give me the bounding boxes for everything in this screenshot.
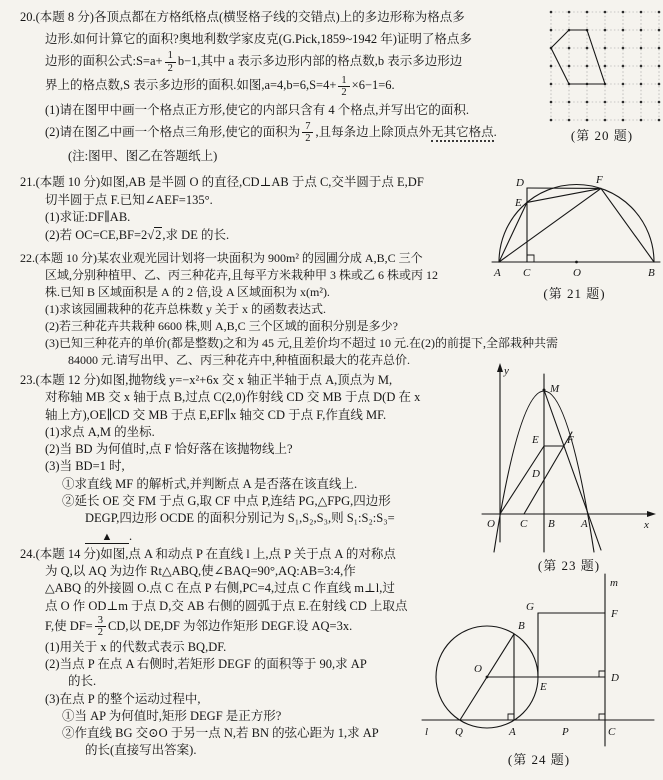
semicircle-arc [499, 185, 654, 263]
label-O: O [573, 267, 581, 279]
text-line: 轴上方),OE∥CD 交 MB 于点 E,EF∥x 轴交 CD 于点 F,作直线 MF. [45, 407, 387, 422]
semicircle-figure [486, 170, 663, 282]
figure-caption: (第 23 题) [537, 558, 601, 573]
text-line: 21.(本题 10 分)如图,AB 是半圆 O 的直径,CD⊥AB 于点 C,交半圆于点 E,DF [20, 175, 424, 189]
label-m: m [610, 577, 618, 589]
text-line: 的长. [68, 674, 97, 689]
text-line [45, 227, 482, 245]
chord-FB [601, 188, 654, 262]
lattice-figure [543, 6, 661, 124]
chord-EF [527, 188, 601, 202]
center-point-O [575, 261, 578, 264]
geometry-lines [422, 574, 654, 746]
text-segment: 界上的格点数,S 表示多边形的面积.如图,a=4,b=6,S=4+ [45, 78, 337, 93]
text-segment: . [493, 124, 497, 139]
text-line: (1)求点 A,M 的坐标. [45, 424, 155, 439]
text-line: (2)当 BD 为何值时,点 F 恰好落在该抛物线上? [45, 442, 293, 457]
text-line: ①当 AP 为何值时,矩形 DEGF 是正方形? [62, 708, 282, 723]
fraction-numerator: 1 [165, 50, 176, 63]
chord-AE [499, 202, 527, 262]
text-segment: CD,以 DE,DF 为邻边作矩形 DEGF.设 AQ=3x. [107, 618, 353, 633]
figure-q21-semicircle [486, 170, 663, 302]
text-line: 为 Q,以 AQ 为边作 Rt△ABQ,使∠BAQ=90°,AQ:AB=3:4,作 [45, 564, 356, 579]
fraction [302, 121, 313, 145]
text-line: (1)求证:DF∥AB. [45, 210, 131, 224]
fraction-denominator: 2 [167, 62, 173, 74]
text-line: 对称轴 MB 交 x 轴于点 B,过点 C(2,0)作射线 CD 交 MB 于点 D(D 在 x [45, 390, 421, 405]
label-B: B [648, 267, 655, 279]
label-O: O [487, 518, 495, 530]
text-line: 切半圆于点 F.已知∠AEF=135°. [45, 192, 213, 207]
x-axis-arrow [647, 511, 656, 517]
text-line: (1)求该园圃栽种的花卉总株数 y 关于 x 的函数表达式. [45, 302, 326, 316]
axes [482, 363, 656, 542]
fraction-numerator: 7 [302, 121, 313, 134]
label-M: M [550, 383, 560, 395]
answer-blank-triangle: ▲ [85, 532, 129, 544]
fraction-numerator: 3 [95, 615, 106, 628]
text-segment: 边形的面积公式:S=a+ [45, 54, 163, 68]
figure-q24-circle-construction [420, 568, 658, 768]
figure-caption: (第 24 题) [507, 752, 571, 767]
y-axis-arrow [497, 363, 503, 372]
text-line [85, 528, 478, 545]
right-angle-mark-C [527, 255, 534, 262]
figure-caption: (第 20 题) [570, 128, 634, 143]
point-labels [487, 365, 649, 531]
text-line: (注:图甲、图乙在答题纸上) [68, 148, 218, 163]
label-E: E [540, 681, 547, 693]
label-F: F [611, 608, 618, 620]
text-segment: (2)若 OC=CE,BF=2√ [45, 227, 155, 242]
figure-q23-parabola [478, 362, 660, 574]
label-A: A [581, 518, 588, 530]
circle-figure [420, 568, 658, 748]
fraction [95, 615, 106, 639]
label-C: C [523, 267, 531, 279]
label-O: O [474, 663, 482, 675]
question-20 [20, 6, 545, 167]
label-B: B [518, 620, 525, 632]
label-C: C [520, 518, 528, 530]
text-segment: . [129, 528, 133, 543]
vertex-point-M [543, 389, 546, 392]
text-line: (3)已知三种花卉的单价(都是整数)之和为 45 元,且差价均不超过 10 元.在(2)的前提下,全部栽种共需 [45, 336, 558, 350]
text-segment: ×6−1=6. [351, 78, 395, 93]
text-line: 23.(本题 12 分)如图,抛物线 y=−x²+6x 交 x 轴正半轴于点 A,顶点为 M, [20, 373, 393, 387]
label-l: l [425, 726, 429, 738]
text-segment: F,使 DF= [45, 618, 93, 633]
text-segment: b−1,其中 a 表示多边形内部的格点数,b 表示多边形边 [177, 54, 463, 68]
text-line: △ABQ 的外接圆 O.点 C 在点 P 右侧,PC=4,过点 C 作直线 m⊥l,过 [45, 581, 395, 596]
point-labels [493, 174, 655, 279]
lattice-polygon [551, 30, 605, 84]
text-line [45, 74, 545, 98]
label-y: y [504, 365, 509, 377]
fraction [338, 75, 349, 99]
label-B: B [548, 518, 555, 530]
fraction-denominator: 2 [341, 87, 347, 99]
text-line: 84000 元.请写出甲、乙、丙三种花卉中,种植面积最大的花卉总价. [68, 353, 411, 367]
text-line: 边形.如何计算它的面积?奥地利数学家皮克(G.Pick,1859~1942 年)证明了格点多 [45, 32, 472, 46]
label-D: D [611, 672, 619, 684]
text-line: (3)在点 P 的整个运动过程中, [45, 691, 201, 706]
text-segment: ,求 DE 的长. [162, 227, 230, 242]
text-line: (1)请在图甲中画一个格点正方形,使它的内部只含有 4 个格点,并写出它的面积. [45, 102, 469, 117]
figure-caption: (第 21 题) [543, 286, 606, 301]
label-D: D [532, 468, 540, 480]
right-angle-mark-A [508, 714, 514, 720]
label-A: A [494, 267, 501, 279]
text-line: 点 O 作 OD⊥m 于点 D,交 AB 右侧的圆弧于点 E.在射线 CD 上取点 [45, 598, 408, 613]
fraction-numerator: 1 [338, 75, 349, 88]
right-angle-mark-C [599, 714, 605, 720]
text-line: (3)当 BD=1 时, [45, 459, 125, 474]
text-line: ①求直线 MF 的解析式,并判断点 A 是否落在该直线上. [62, 476, 358, 491]
label-D: D [516, 177, 524, 189]
label-x: x [644, 519, 649, 531]
text-line: 株.已知 B 区域面积是 A 的 2 倍,设 A 区域面积为 x(m²). [45, 285, 330, 299]
text-line [45, 50, 545, 74]
lattice-grid [550, 11, 661, 122]
label-C: C [608, 726, 616, 738]
text-line: (2)若三种花卉共栽种 6600 株,则 A,B,C 三个区域的面积分别是多少? [45, 319, 398, 333]
text-line: (1)用关于 x 的代数式表示 BQ,DF. [45, 639, 227, 654]
fraction-denominator: 2 [97, 627, 103, 639]
fraction [165, 50, 176, 74]
label-G: G [526, 601, 534, 613]
question-24 [20, 546, 422, 759]
text-line [45, 121, 545, 145]
text-line: (2)当点 P 在点 A 右侧时,若矩形 DEGF 的面积等于 90,求 AP [45, 657, 367, 672]
text-segment: ,且每条边上除顶点外 [315, 124, 432, 139]
text-line [45, 615, 422, 639]
text-segment: (2)请在图乙中画一个格点三角形,使它的面积为 [45, 124, 301, 139]
right-angle-mark-D [599, 671, 605, 677]
figure-q20-lattice-polygon [543, 6, 661, 144]
text-line: DEGP,四边形 OCDE 的面积分别记为 S₁,S₂,S₃,则 S₁:S₂:S₃= [85, 511, 395, 526]
emphasized-text: 无其它格点 [431, 125, 494, 142]
label-F: F [567, 434, 574, 446]
label-P: P [562, 726, 569, 738]
text-line: ②延长 OE 交 FM 于点 G,取 CF 中点 P,连结 PG,△FPG,四边形 [62, 494, 391, 509]
text-line: 的长(直接写出答案). [85, 743, 197, 758]
question-21 [20, 174, 482, 244]
label-A: A [509, 726, 516, 738]
text-line: 20.(本题 8 分)各顶点都在方格纸格点(横竖格子线的交错点)上的多边形称为格点多 [20, 10, 465, 24]
label-E: E [515, 197, 522, 209]
question-23 [20, 372, 478, 545]
label-E: E [532, 434, 539, 446]
fraction-denominator: 2 [305, 133, 311, 145]
label-Q: Q [455, 726, 463, 738]
text-line: 22.(本题 10 分)某农业观光园计划将一块面积为 900m² 的园圃分成 A,B,C 三个 [20, 251, 423, 265]
radicand: 2 [155, 227, 162, 242]
text-line: 24.(本题 14 分)如图,点 A 和动点 P 在直线 l 上,点 P 关于点 A 的对称点 [20, 547, 396, 561]
text-line: 区域,分别种植甲、乙、丙三种花卉,且每平方米栽种甲 3 株或乙 6 株或丙 12 [45, 268, 439, 282]
text-line: ②作直线 BG 交⊙O 于另一点 N,若 BN 的弦心距为 1,求 AP [62, 725, 379, 740]
label-F: F [596, 174, 603, 186]
parabola-figure [478, 362, 660, 554]
